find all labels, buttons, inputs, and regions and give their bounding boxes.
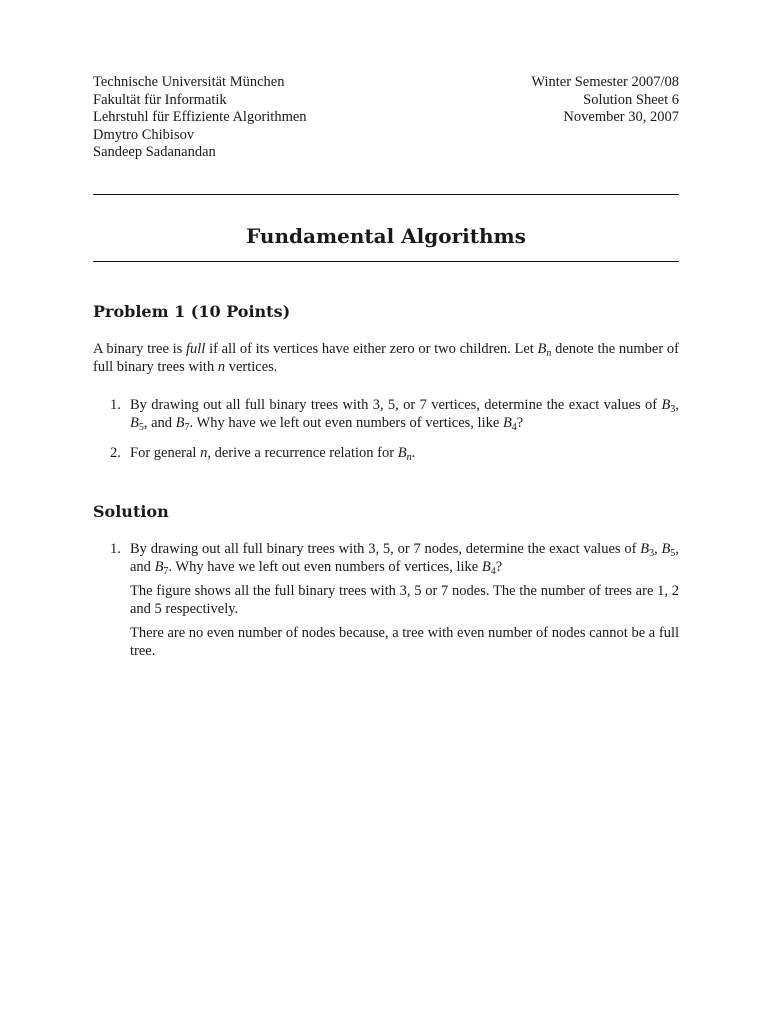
date-label: November 30, 2007 [563,109,679,125]
document-page [93,74,679,660]
semester-label: Winter Semester 2007/08 [531,74,679,90]
problem-list [93,396,679,462]
problem-heading: Problem 1 (10 Points) [93,301,291,321]
solution-list [93,540,679,660]
sheet-info-block [531,74,679,162]
list-item: 1. By drawing out all full binary trees with 3, 5, or 7 nodes, determine the exact values of $B_3$, $B_5$, and $B_7$. Why have we left out even numbers of vertices, like $B_4$? The figure shows all the full binary trees with 3, 5 or 7 nodes. The the number of trees are 1, 2 and 5 respectively. There are no even number of nodes because, a tree with even number of nodes cannot be a full tree. [110,540,679,659]
author-name: Dmytro Chibisov [93,126,195,143]
sheet-label: Solution Sheet 6 [583,91,679,108]
title-rule-top [93,194,679,195]
institution-block [93,74,307,162]
problem-intro: A binary tree is full if all of its vertices have either zero or two children. Let $B_n$ denote the number of full binary trees with n vertices. [93,340,679,375]
title-rule-bottom [93,261,679,262]
faculty-name: Fakultät für Informatik [93,91,227,108]
solution-paragraph: There are no even number of nodes because, a tree with even number of nodes cannot be a full tree. [130,624,679,659]
solution-heading: Solution [93,501,169,521]
chair-name: Lehrstuhl für Effiziente Algorithmen [93,109,307,125]
item-number: 2. [110,444,121,461]
document-header [93,74,679,162]
list-item: 1. By drawing out all full binary trees with 3, 5, or 7 vertices, determine the exact values of $B_3$, $B_5$, and $B_7$. Why have we left out even numbers of vertices, like $B_4$? [110,396,679,433]
solution-paragraph: The figure shows all the full binary trees with 3, 5 or 7 nodes. The the number of trees are 1, 2 and 5 respectively. [130,582,679,617]
university-name: Technische Universität München [93,74,285,90]
item-number: 1. [110,540,121,557]
list-item: 2. For general n, derive a recurrence relation for $B_n$. [110,444,416,463]
item-number: 1. [110,396,121,413]
document-title: Fundamental Algorithms [246,223,526,248]
author-name: Sandeep Sadanandan [93,144,216,160]
